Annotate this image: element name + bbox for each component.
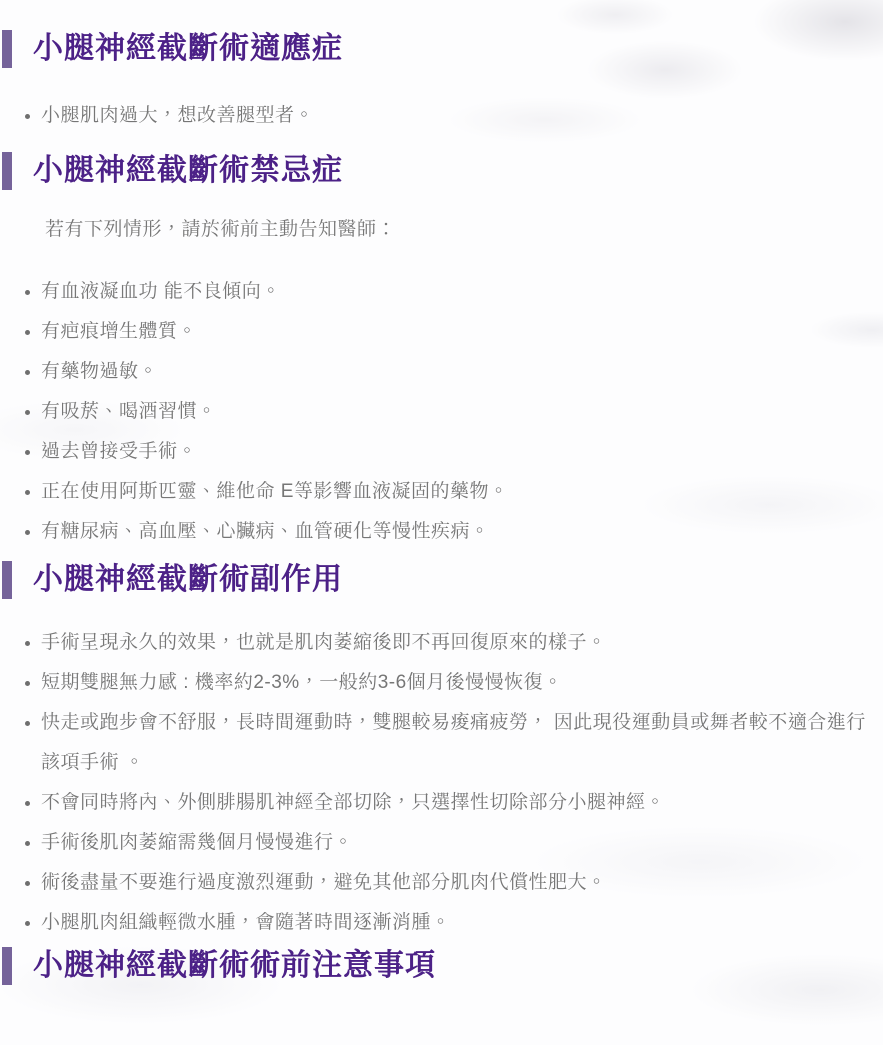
list-item (0, 512, 883, 552)
heading-accent-bar (2, 561, 12, 599)
bullet-icon (25, 681, 30, 686)
contraindications-intro: 若有下列情形，請於術前主動告知醫師： (45, 219, 397, 240)
list-item (0, 823, 883, 863)
list-item (0, 863, 883, 903)
list-item-text: 有藥物過敏。 (41, 361, 159, 382)
list-item-text: 小腿肌肉組織輕微水腫，會隨著時間逐漸消腫。 (41, 912, 451, 933)
list-item-text: 正在使用阿斯匹靈、維他命 E等影響血液凝固的藥物。 (41, 481, 509, 502)
list-item-text: 有疤痕增生體質。 (41, 321, 198, 342)
list-item-text: 手術後肌肉萎縮需幾個月慢慢進行。 (41, 832, 354, 853)
bullet-icon (25, 114, 30, 119)
list-item (0, 623, 883, 663)
list-item (0, 472, 883, 512)
bullet-icon (25, 330, 30, 335)
list-item (0, 352, 883, 392)
list-item (0, 903, 883, 943)
bullet-icon (25, 370, 30, 375)
bullet-icon (25, 490, 30, 495)
list-item-text: 有血液凝血功 能不良傾向。 (41, 281, 281, 302)
bullet-icon (25, 450, 30, 455)
section-heading-pre-op-notes (0, 946, 883, 986)
section-heading-text: 小腿神經截斷術適應症 (33, 32, 343, 65)
heading-accent-bar (2, 30, 12, 68)
bullet-icon (25, 841, 30, 846)
list-item-text: 短期雙腿無力感 : 機率約2-3%，一般約3-6個月後慢慢恢復。 (41, 672, 563, 693)
list-item (0, 703, 883, 783)
bullet-icon (25, 410, 30, 415)
list-item (0, 783, 883, 823)
list-item (0, 312, 883, 352)
section-heading-text: 小腿神經截斷術術前注意事項 (33, 949, 436, 982)
article-content (0, 29, 883, 986)
list-item-text: 術後盡量不要進行過度激烈運動，避免其他部分肌肉代償性肥大。 (41, 872, 607, 893)
bullet-icon (25, 921, 30, 926)
section-heading-text: 小腿神經截斷術副作用 (33, 563, 343, 596)
section-heading-side-effects (0, 560, 883, 600)
list-item (0, 432, 883, 472)
list-item (0, 96, 883, 136)
bullet-icon (25, 801, 30, 806)
side-effects-list (0, 623, 883, 943)
section-heading-text: 小腿神經截斷術禁忌症 (33, 154, 343, 187)
list-item-text: 手術呈現永久的效果，也就是肌肉萎縮後即不再回復原來的樣子。 (41, 632, 607, 653)
list-item-text: 有吸菸、喝酒習慣。 (41, 401, 217, 422)
bullet-icon (25, 881, 30, 886)
bullet-icon (25, 721, 30, 726)
list-item-text: 不會同時將內、外側腓腸肌神經全部切除，只選擇性切除部分小腿神經。 (41, 792, 666, 813)
list-item (0, 663, 883, 703)
section-heading-indications (0, 29, 883, 69)
heading-accent-bar (2, 152, 12, 190)
list-item-text: 有糖尿病、高血壓、心臟病、血管硬化等慢性疾病。 (41, 521, 490, 542)
heading-accent-bar (2, 947, 12, 985)
section-heading-contraindications (0, 151, 883, 191)
contraindications-list (0, 272, 883, 552)
list-item-text: 小腿肌肉過大，想改善腿型者。 (41, 105, 315, 126)
list-item (0, 272, 883, 312)
bullet-icon (25, 530, 30, 535)
list-item-text: 快走或跑步會不舒服，長時間運動時，雙腿較易痠痛疲勞， 因此現役運動員或舞者較不適合進行該項手術 。 (41, 712, 866, 773)
indications-list (0, 96, 883, 136)
bullet-icon (25, 290, 30, 295)
list-item-text: 過去曾接受手術。 (41, 441, 198, 462)
bullet-icon (25, 641, 30, 646)
list-item (0, 392, 883, 432)
